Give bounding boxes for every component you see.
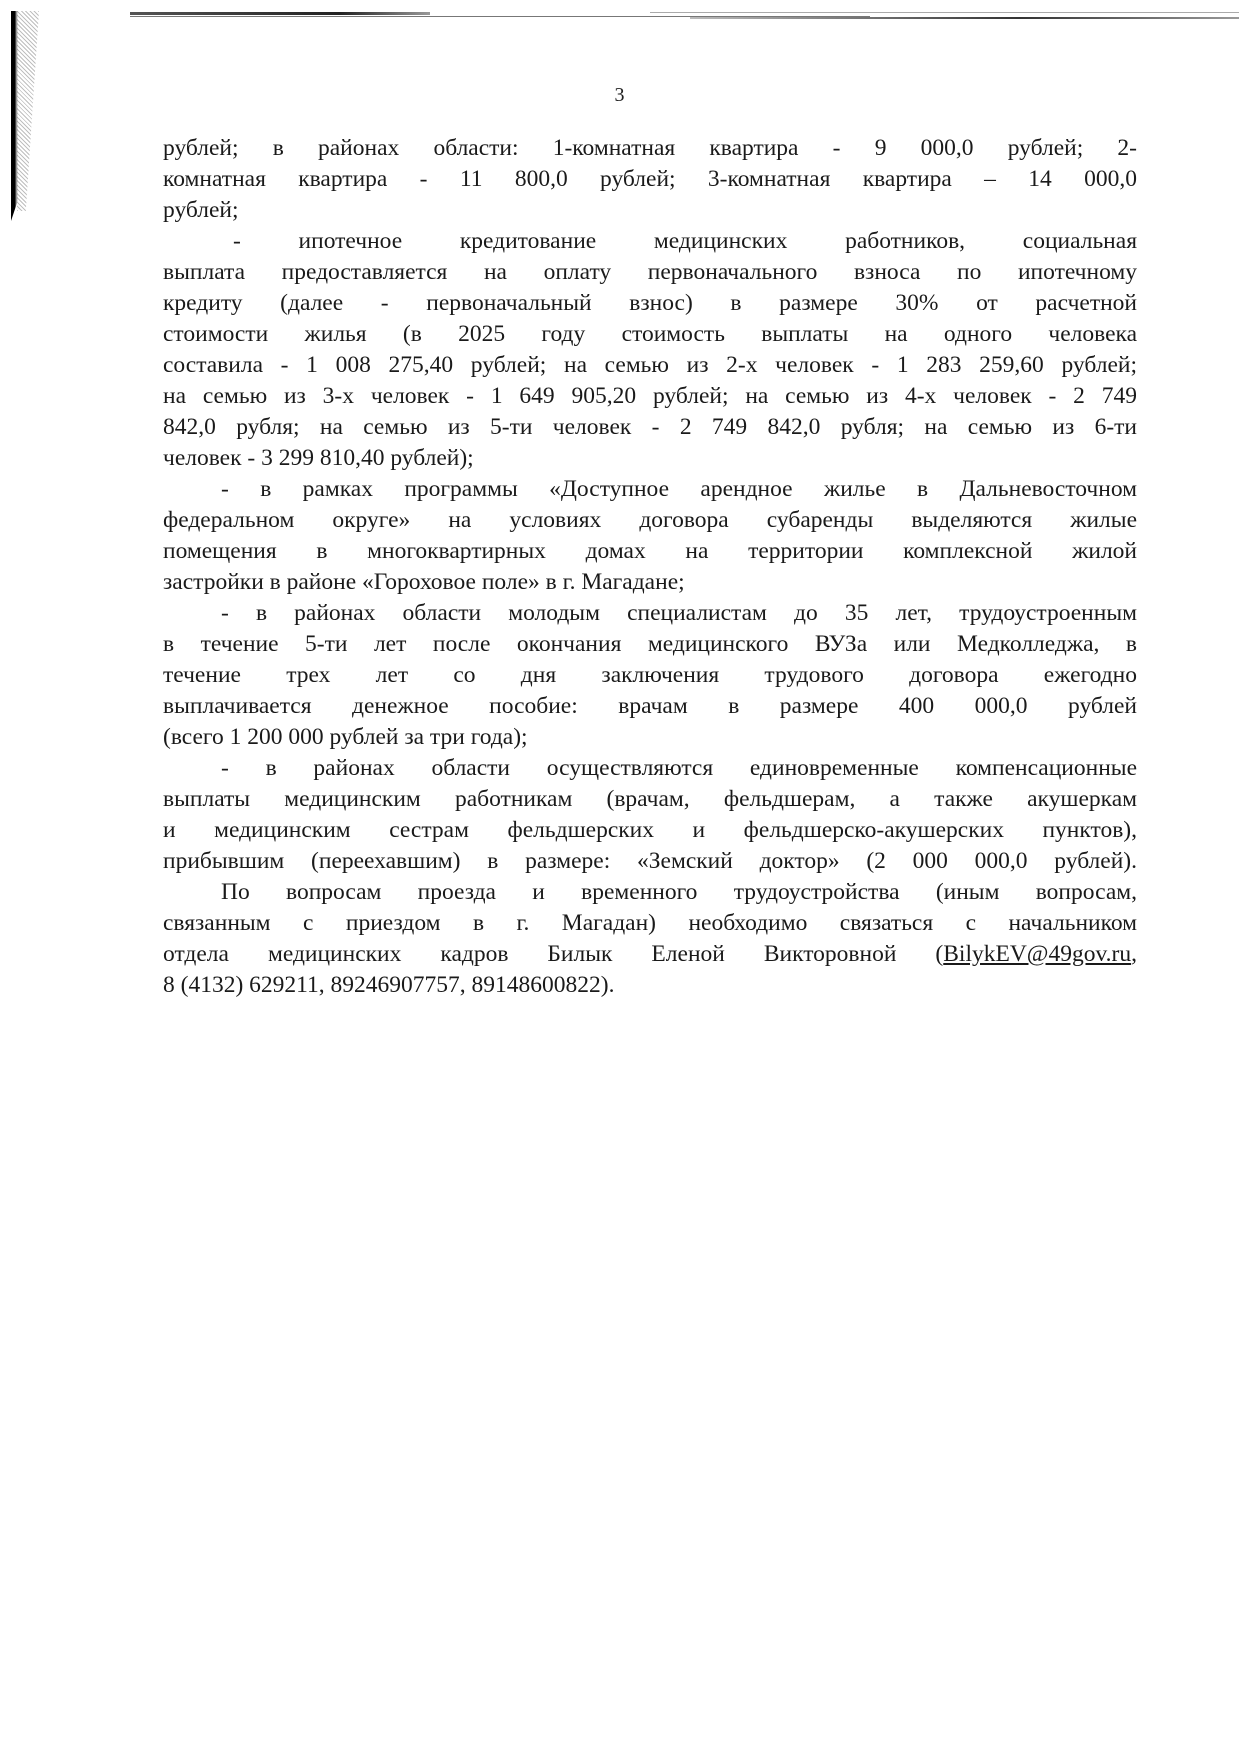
text-line: федеральном округе» на условиях договора субаренды выделяются жилые [163,507,1137,533]
text-line: кредиту (далее - первоначальный взнос) в размере 30% от расчетной [163,290,1137,316]
text-line: рублей; [163,197,239,223]
text-line: выплата предоставляется на оплату первоначального взноса по ипотечному [163,259,1137,285]
text-line: выплаты медицинским работникам (врачам, фельдшерам, а также акушеркам [163,786,1137,812]
text-line: на семью из 3-х человек - 1 649 905,20 рублей; на семью из 4-х человек - 2 749 [163,383,1137,409]
text-line: и медицинским сестрам фельдшерских и фельдшерско-акушерских пунктов), [163,817,1137,843]
contact-line [163,939,1137,970]
scan-artifact-speckle [17,11,39,211]
text-line: течение трех лет со дня заключения трудового договора ежегодно [163,662,1137,688]
contact-phones: 8 (4132) 629211, 89246907757, 89148600822). [163,972,615,998]
contact-line-suffix: , [1131,941,1137,967]
text-line: составила - 1 008 275,40 рублей; на семью из 2-х человек - 1 283 259,60 рублей; [163,352,1137,378]
text-line: прибывшим (переехавшим) в размере: «Земский доктор» (2 000 000,0 рублей). [163,848,1137,874]
scan-artifact-left-edge [11,11,18,221]
page-number: 3 [614,84,625,106]
contact-line-prefix: отдела медицинских кадров Билык Еленой Викторовной ( [163,941,944,967]
list-item-mortgage: - ипотечное кредитование медицинских работников, социальная [233,228,1137,254]
text-line: помещения в многоквартирных домах на территории комплексной жилой [163,538,1137,564]
text-line: в течение 5-ти лет после окончания медицинского ВУЗа или Медколледжа, в [163,631,1137,657]
contact-paragraph: По вопросам проезда и временного трудоустройства (иным вопросам, [221,879,1137,905]
document-body [163,133,1137,1001]
text-line: рублей; в районах области: 1-комнатная квартира - 9 000,0 рублей; 2- [163,135,1137,161]
text-line: человек - 3 299 810,40 рублей); [163,445,474,471]
scan-artifact-top-line [130,12,1239,15]
list-item-young-specialists: - в районах области молодым специалистам до 35 лет, трудоустроенным [221,600,1137,626]
text-line: выплачивается денежное пособие: врачам в размере 400 000,0 рублей [163,693,1137,719]
text-line: застройки в районе «Гороховое поле» в г. Магадане; [163,569,685,595]
list-item-compensation: - в районах области осуществляются единовременные компенсационные [221,755,1137,781]
list-item-rental-housing: - в рамках программы «Доступное арендное жилье в Дальневосточном [221,476,1137,502]
text-line: (всего 1 200 000 рублей за три года); [163,724,528,750]
text-line: комнатная квартира - 11 800,0 рублей; 3-комнатная квартира – 14 000,0 [163,166,1137,192]
text-line: 842,0 рубля; на семью из 5-ти человек - 2 749 842,0 рубля; на семью из 6-ти [163,414,1137,440]
contact-email-link[interactable]: BilykEV@49gov.ru [943,941,1132,967]
text-line: связанным с приездом в г. Магадан) необходимо связаться с начальником [163,910,1137,936]
text-line: стоимости жилья (в 2025 году стоимость выплаты на одного человека [163,321,1137,347]
